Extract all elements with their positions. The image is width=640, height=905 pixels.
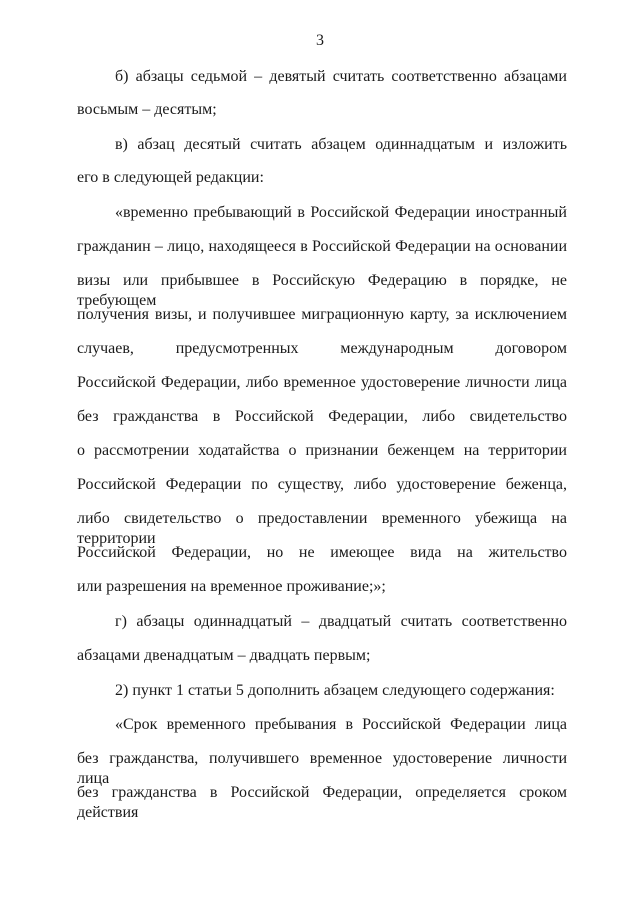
page-number: 3	[316, 32, 324, 49]
paragraph-line: «временно пребывающий в Российской Федерации иностранный	[115, 204, 567, 221]
paragraph-line: восьмым – десятым;	[77, 101, 217, 118]
paragraph-line: без гражданства в Российской Федерации, либо свидетельство	[77, 408, 567, 425]
paragraph-line: Российской Федерации, либо временное удостоверение личности лица	[77, 374, 567, 391]
paragraph-line: «Срок временного пребывания в Российской Федерации лица	[115, 716, 567, 733]
paragraph-line: либо свидетельство о предоставлении временного убежища на территории	[77, 510, 567, 547]
paragraph-line: без гражданства, получившего временное удостоверение личности лица	[77, 750, 567, 787]
paragraph-line: визы или прибывшее в Российскую Федерацию в порядке, не требующем	[77, 272, 567, 309]
paragraph-line: г) абзацы одиннадцатый – двадцатый считать соответственно	[115, 613, 567, 630]
paragraph-line: о рассмотрении ходатайства о признании беженцем на территории	[77, 442, 567, 459]
paragraph-line: гражданин – лицо, находящееся в Российской Федерации на основании	[77, 238, 567, 255]
paragraph-line: абзацами двенадцатым – двадцать первым;	[77, 647, 371, 664]
paragraph-line: случаев, предусмотренных международным договором	[77, 340, 567, 357]
paragraph-line: без гражданства в Российской Федерации, определяется сроком действия	[77, 784, 567, 821]
paragraph-line: получения визы, и получившее миграционную карту, за исключением	[77, 306, 567, 323]
paragraph-line: б) абзацы седьмой – девятый считать соответственно абзацами	[115, 68, 567, 85]
paragraph-line: Российской Федерации по существу, либо удостоверение беженца,	[77, 476, 567, 493]
paragraph-line: Российской Федерации, но не имеющее вида на жительство	[77, 544, 567, 561]
paragraph-line: 2) пункт 1 статьи 5 дополнить абзацем следующего содержания:	[115, 682, 555, 699]
paragraph-line: или разрешения на временное проживание;»;	[77, 578, 386, 595]
paragraph-line: в) абзац десятый считать абзацем одиннадцатым и изложить	[115, 136, 567, 153]
paragraph-line: его в следующей редакции:	[77, 169, 264, 186]
